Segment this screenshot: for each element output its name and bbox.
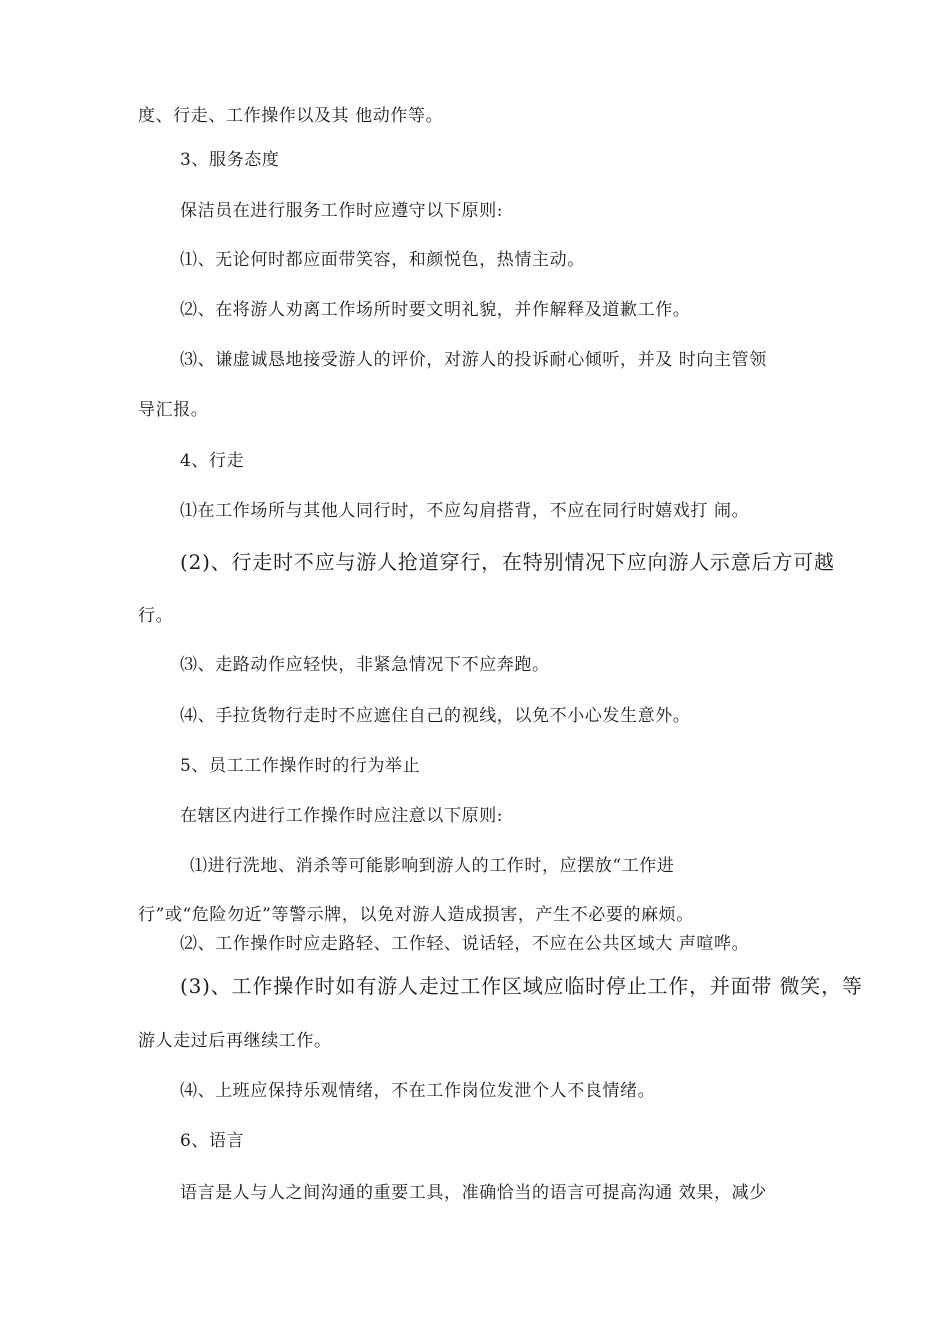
list-item: ⑴、无论何时都应面带笑容，和颜悦色，热情主动。 <box>180 250 585 270</box>
paragraph-line: 游人走过后再继续工作。 <box>138 1031 332 1051</box>
paragraph-line: 语言是人与人之间沟通的重要工具，准确恰当的语言可提高沟通 效果，减少 <box>180 1183 767 1203</box>
list-item: ⑴在工作场所与其他人同行时，不应勾肩搭背，不应在同行时嬉戏打 闹。 <box>180 501 750 521</box>
paragraph-line: 导汇报。 <box>138 400 209 420</box>
list-item: ⑷、上班应保持乐观情绪，不在工作岗位发泄个人不良情绪。 <box>180 1081 656 1101</box>
list-item: ⑶、谦虚诚恳地接受游人的评价，对游人的投诉耐心倾听，并及 时向主管领 <box>180 350 767 370</box>
list-item: ⑶、走路动作应轻快，非紧急情况下不应奔跑。 <box>180 655 550 675</box>
paragraph-line: 在辖区内进行工作操作时应注意以下原则: <box>180 806 504 826</box>
list-item: ⑷、手拉货物行走时不应遮住自己的视线，以免不小心发生意外。 <box>180 706 691 726</box>
paragraph-line: 保洁员在进行服务工作时应遵守以下原则: <box>180 201 504 221</box>
section-heading: 6、语言 <box>180 1131 245 1151</box>
section-heading: 5、员工工作操作时的行为举止 <box>180 756 421 776</box>
list-item: (3)、工作操作时如有游人走过工作区域应临时停止工作，并面带 微笑，等 <box>180 974 863 998</box>
list-item: ⑵、工作操作时应走路轻、工作轻、说话轻，不应在公共区域大 声喧哗。 <box>180 934 750 954</box>
paragraph-line: 行。 <box>138 606 174 626</box>
section-heading: 3、服务态度 <box>180 150 280 170</box>
paragraph-line: 度、行走、工作操作以及其 他动作等。 <box>138 106 444 126</box>
list-item: ⑵、在将游人劝离工作场所时要文明礼貌，并作解释及道歉工作。 <box>180 300 691 320</box>
section-heading: 4、行走 <box>180 451 245 471</box>
paragraph-line: 行”或“危险勿近”等警示牌，以免对游人造成损害，产生不必要的麻烦。 <box>138 905 694 925</box>
list-item: ⑴进行洗地、消杀等可能影响到游人的工作时，应摆放“工作进 <box>190 856 675 876</box>
list-item: (2)、行走时不应与游人抢道穿行，在特别情况下应向游人示意后方可越 <box>180 550 835 574</box>
